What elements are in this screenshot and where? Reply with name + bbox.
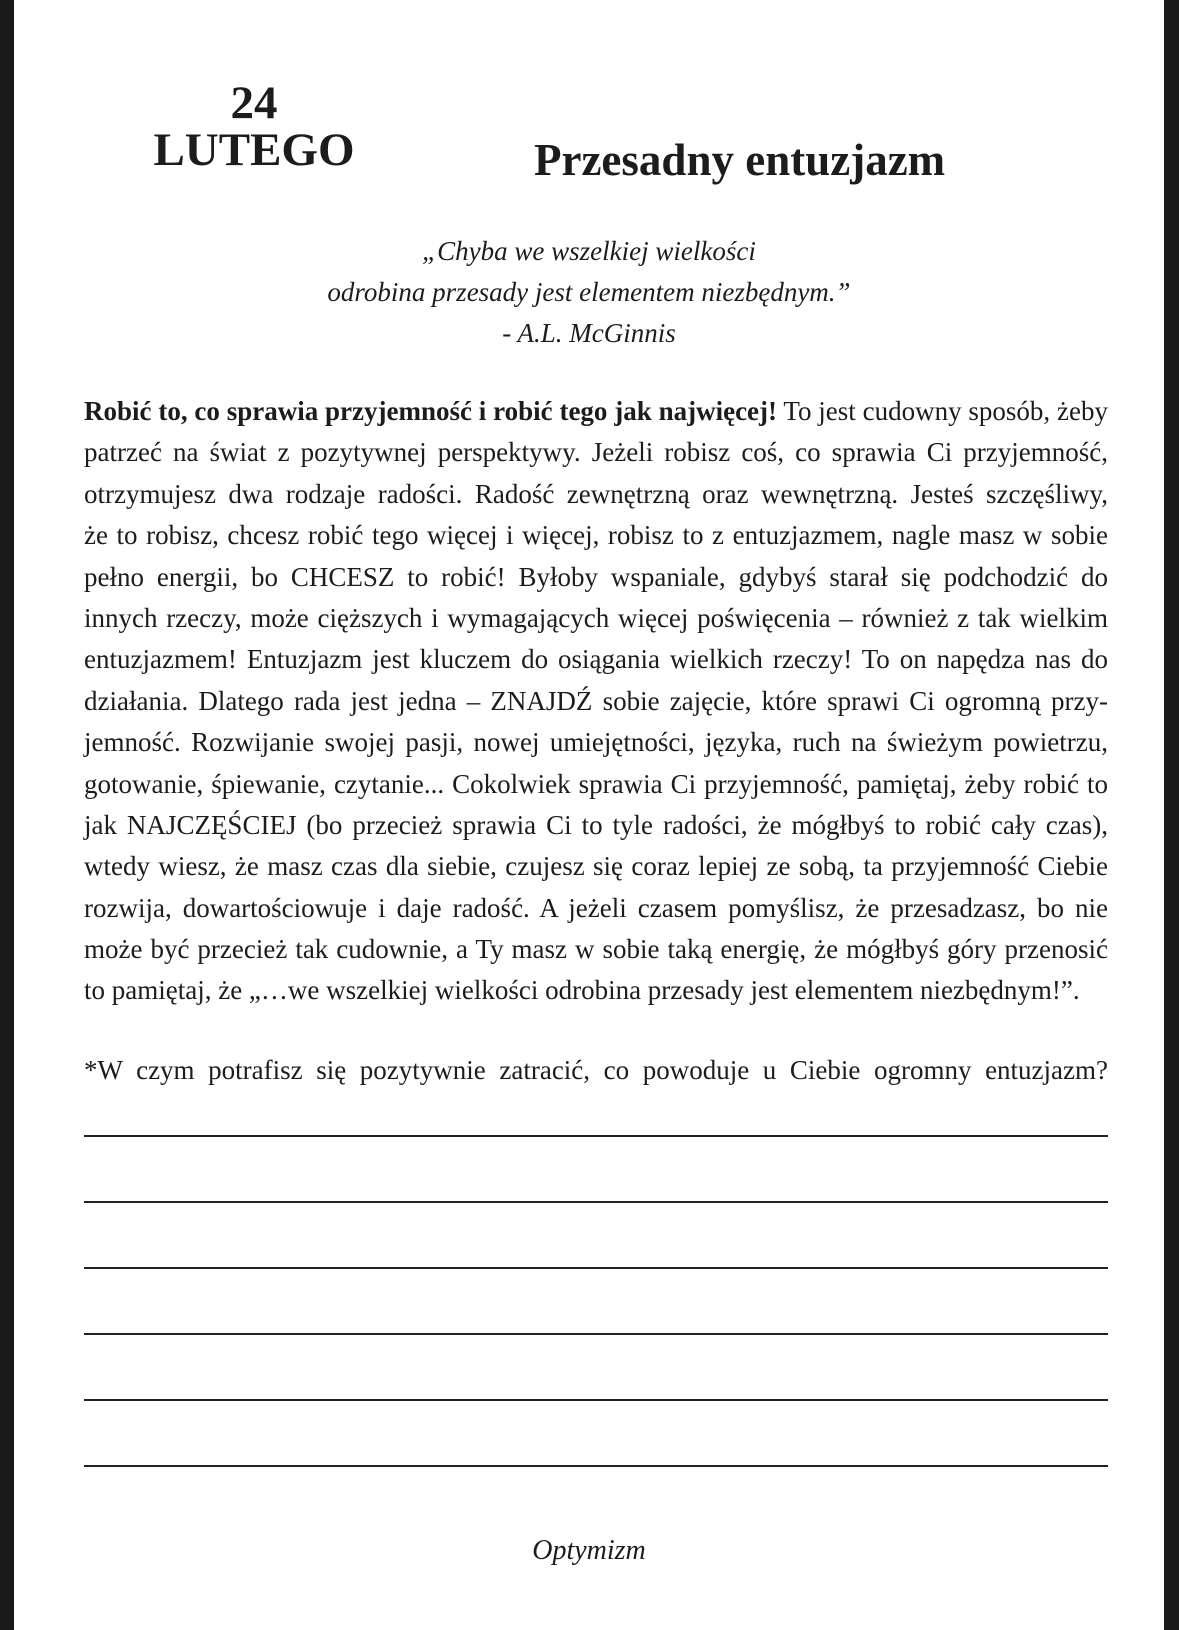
body-line: że to robisz, chcesz robić tego więcej i więcej, robisz to z entuzjazmem, nagle masz w sobie [84,520,1108,551]
answer-line-1[interactable] [84,1135,1108,1137]
body-line: gotowanie, śpiewanie, czytanie... Cokolwiek sprawia Ci przyjemność, pamiętaj, żeby robić to [84,768,1108,799]
answer-line-5[interactable] [84,1399,1108,1401]
body-lead: Robić to, co sprawia przyjemność i robić tego jak najwięcej! [84,396,778,426]
body-line [84,391,1108,432]
epigraph-quote [114,231,1064,354]
answer-line-4[interactable] [84,1333,1108,1335]
body-line: otrzymujesz dwa rodzaje radości. Radość zewnętrzną oraz wewnętrzną. Jesteś szczęśliwy, [84,478,1108,509]
body-paragraph [84,391,1108,1012]
body-line: rozwija, dowartościowuje i daje radość. A jeżeli czasem pomyślisz, że przesadzasz, bo nie [84,892,1108,923]
date-day: 24 [230,77,278,129]
body-line: patrzeć na świat z pozytywnej perspektywy. Jeżeli robisz coś, co sprawia Ci przyjemność, [84,437,1108,468]
body-line: to pamiętaj, że „…we wszelkiej wielkości odrobina przesady jest elementem niezbędnym!”. [84,975,1080,1006]
body-line-text: To jest cudowny sposób, żeby [777,396,1108,426]
answer-line-2[interactable] [84,1201,1108,1203]
reflection-question: *W czym potrafisz się pozytywnie zatracić, co powoduje u Ciebie ogromny entuzjazm? [84,1055,1108,1085]
body-line: jemność. Rozwijanie swojej pasji, nowej umiejętności, języka, ruch na świeżym powietrzu, [84,727,1108,758]
body-line: entuzjazmem! Entuzjazm jest kluczem do osiągania wielkich rzeczy! To on napędza nas do [84,644,1108,675]
quote-author: - A.L. McGinnis [502,318,676,348]
date-month: LUTEGO [153,124,355,176]
answer-line-6[interactable] [84,1465,1108,1467]
body-line: jak NAJCZĘŚCIEJ (bo przecież sprawia Ci to tyle radości, że mógłbyś to robić cały czas), [84,809,1108,840]
answer-line-3[interactable] [84,1267,1108,1269]
quote-line-1: „Chyba we wszelkiej wielkości [422,236,756,266]
body-line: działania. Dlatego rada jest jedna – ZNAJDŹ sobie zajęcie, które sprawi Ci ogromną przy- [84,685,1108,716]
page-footer-section: Optymizm [532,1535,646,1566]
body-line: pełno energii, bo CHCESZ to robić! Byłoby wspaniale, gdybyś starał się podchodzić do [84,561,1108,592]
book-page [14,0,1164,1630]
page-title: Przesadny entuzjazm [534,135,946,185]
body-line: wtedy wiesz, że masz czas dla siebie, czujesz się coraz lepiej ze sobą, ta przyjemność Ciebie [84,851,1108,882]
body-line: innych rzeczy, może cięższych i wymagających więcej poświęcenia – również z tak wielkim [84,602,1108,633]
body-line: może być przecież tak cudownie, a Ty masz w sobie taką energię, że mógłbyś góry przenosić [84,934,1108,965]
quote-line-2: odrobina przesady jest elementem niezbędnym.” [327,277,851,307]
date-heading [144,77,364,176]
